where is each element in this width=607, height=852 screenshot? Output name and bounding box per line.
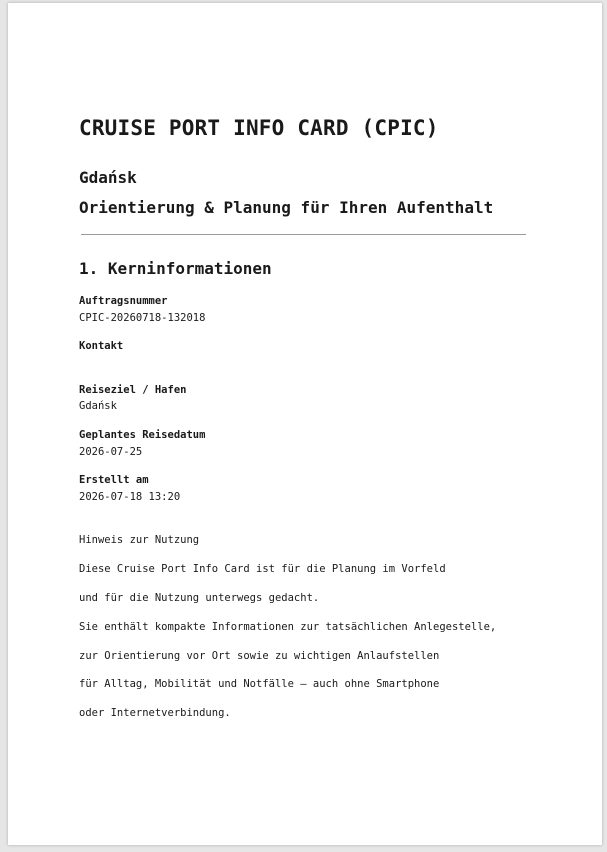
usage-note-line: Sie enthält kompakte Informationen zur tatsächlichen Anlegestelle,: [79, 621, 497, 633]
field-label-contact: Kontakt: [79, 340, 124, 352]
usage-note-line: oder Internetverbindung.: [79, 707, 231, 719]
usage-note-heading: Hinweis zur Nutzung: [79, 534, 200, 546]
usage-note-line: zur Orientierung vor Ort sowie zu wichtigen Anlaufstellen: [79, 650, 440, 662]
document-title: CRUISE PORT INFO CARD (CPIC): [79, 116, 439, 140]
city-name: Gdańsk: [79, 168, 137, 187]
usage-note-line: und für die Nutzung unterwegs gedacht.: [79, 592, 320, 604]
section-heading-core-info: 1. Kerninformationen: [79, 259, 272, 278]
field-value-travel-date: 2026-07-25: [79, 446, 143, 458]
document-page: [8, 3, 602, 845]
field-label-travel-date: Geplantes Reisedatum: [79, 429, 206, 441]
divider-line: [81, 234, 526, 235]
usage-note-line: Diese Cruise Port Info Card ist für die Planung im Vorfeld: [79, 563, 446, 575]
field-value-order-number: CPIC-20260718-132018: [79, 312, 206, 324]
usage-note-line: für Alltag, Mobilität und Notfälle – auch ohne Smartphone: [79, 678, 440, 690]
field-label-created-at: Erstellt am: [79, 474, 149, 486]
field-value-created-at: 2026-07-18 13:20: [79, 491, 181, 503]
field-label-order-number: Auftragsnummer: [79, 295, 168, 307]
document-subtitle: Orientierung & Planung für Ihren Aufenthalt: [79, 198, 494, 217]
field-value-destination: Gdańsk: [79, 400, 117, 412]
field-label-destination: Reiseziel / Hafen: [79, 384, 187, 396]
